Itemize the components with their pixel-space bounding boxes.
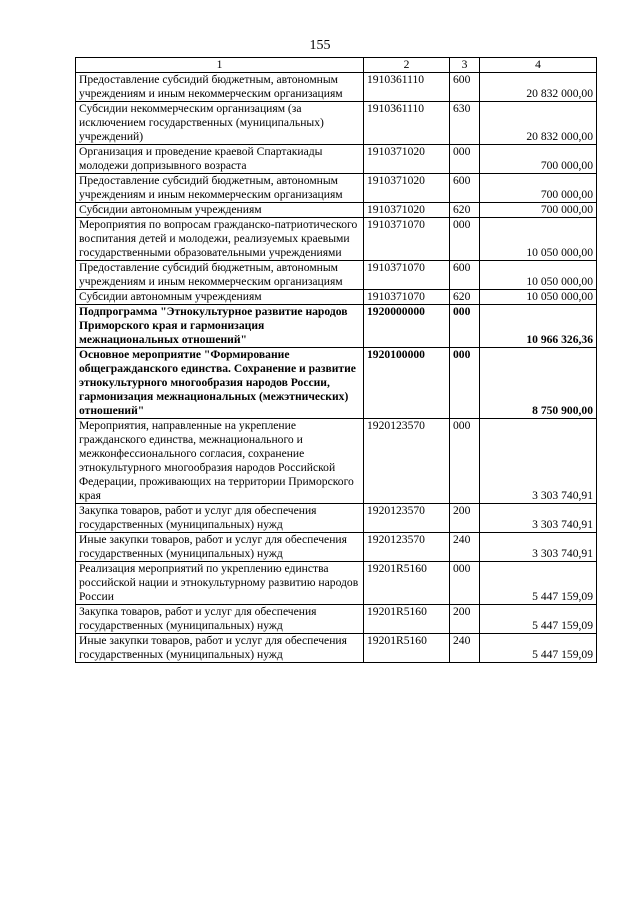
table-row [76, 73, 597, 102]
row-expense-type-cell: 200 [450, 504, 480, 533]
row-name-cell: Предоставление субсидий бюджетным, автономным учреждениям и иным некоммерческим организациям [76, 73, 364, 102]
row-name-cell: Иные закупки товаров, работ и услуг для обеспечения государственных (муниципальных) нужд [76, 533, 364, 562]
row-name-cell: Основное мероприятие "Формирование общегражданского единства. Сохранение и развитие этнокультурного многообразия народов России, гармонизация межнациональных (межэтнических) отношений" [76, 348, 364, 419]
table-row [76, 605, 597, 634]
row-code-cell: 1910361110 [364, 102, 450, 145]
table-body [76, 73, 597, 663]
row-name-cell: Субсидии автономным учреждениям [76, 290, 364, 305]
table-row [76, 634, 597, 663]
table-row [76, 261, 597, 290]
row-name-cell: Предоставление субсидий бюджетным, автономным учреждениям и иным некоммерческим организациям [76, 261, 364, 290]
header-col-4: 4 [480, 58, 597, 73]
row-expense-type-cell: 600 [450, 261, 480, 290]
table-row [76, 102, 597, 145]
table-row [76, 218, 597, 261]
row-amount-cell: 8 750 900,00 [480, 348, 597, 419]
row-code-cell: 1920123570 [364, 533, 450, 562]
row-expense-type-cell: 240 [450, 533, 480, 562]
row-name-cell: Реализация мероприятий по укреплению единства российской нации и этнокультурному развитию народов России [76, 562, 364, 605]
row-amount-cell: 700 000,00 [480, 203, 597, 218]
row-amount-cell: 10 050 000,00 [480, 261, 597, 290]
row-name-cell: Закупка товаров, работ и услуг для обеспечения государственных (муниципальных) нужд [76, 605, 364, 634]
table-row [76, 290, 597, 305]
row-name-cell: Предоставление субсидий бюджетным, автономным учреждениям и иным некоммерческим организациям [76, 174, 364, 203]
row-amount-cell: 20 832 000,00 [480, 102, 597, 145]
row-code-cell: 1910371020 [364, 145, 450, 174]
row-expense-type-cell: 600 [450, 73, 480, 102]
row-code-cell: 1910371020 [364, 203, 450, 218]
row-name-cell: Мероприятия по вопросам гражданско-патриотического воспитания детей и молодежи, реализуемых краевыми государственными образовательными учреждениями [76, 218, 364, 261]
row-expense-type-cell: 620 [450, 290, 480, 305]
table-row [76, 305, 597, 348]
row-expense-type-cell: 240 [450, 634, 480, 663]
table-row [76, 419, 597, 504]
row-amount-cell: 700 000,00 [480, 145, 597, 174]
row-amount-cell: 10 966 326,36 [480, 305, 597, 348]
row-code-cell: 1910371070 [364, 218, 450, 261]
row-code-cell: 1910371070 [364, 261, 450, 290]
row-amount-cell: 3 303 740,91 [480, 533, 597, 562]
table-header [76, 58, 597, 73]
row-code-cell: 19201R5160 [364, 605, 450, 634]
budget-table [75, 57, 597, 663]
table-row [76, 562, 597, 605]
row-expense-type-cell: 000 [450, 419, 480, 504]
row-amount-cell: 10 050 000,00 [480, 218, 597, 261]
row-code-cell: 1920123570 [364, 419, 450, 504]
row-code-cell: 19201R5160 [364, 562, 450, 605]
row-expense-type-cell: 000 [450, 145, 480, 174]
table-row [76, 174, 597, 203]
row-name-cell: Иные закупки товаров, работ и услуг для обеспечения государственных (муниципальных) нужд [76, 634, 364, 663]
header-col-3: 3 [450, 58, 480, 73]
row-name-cell: Мероприятия, направленные на укрепление гражданского единства, межнационального и межконфессионального согласия, сохранение этнокультурного многообразия народов Российской Федерации, проживающих на территории Приморского края [76, 419, 364, 504]
row-code-cell: 1920123570 [364, 504, 450, 533]
table-row [76, 203, 597, 218]
row-code-cell: 1920000000 [364, 305, 450, 348]
header-col-1: 1 [76, 58, 364, 73]
row-name-cell: Субсидии некоммерческим организациям (за исключением государственных (муниципальных) учреждений) [76, 102, 364, 145]
row-expense-type-cell: 200 [450, 605, 480, 634]
row-expense-type-cell: 000 [450, 348, 480, 419]
row-code-cell: 1920100000 [364, 348, 450, 419]
table-row [76, 504, 597, 533]
row-amount-cell: 5 447 159,09 [480, 605, 597, 634]
row-code-cell: 19201R5160 [364, 634, 450, 663]
row-amount-cell: 20 832 000,00 [480, 73, 597, 102]
row-code-cell: 1910371020 [364, 174, 450, 203]
row-expense-type-cell: 000 [450, 305, 480, 348]
row-expense-type-cell: 630 [450, 102, 480, 145]
row-amount-cell: 5 447 159,09 [480, 562, 597, 605]
row-name-cell: Закупка товаров, работ и услуг для обеспечения государственных (муниципальных) нужд [76, 504, 364, 533]
row-expense-type-cell: 000 [450, 562, 480, 605]
row-amount-cell: 3 303 740,91 [480, 419, 597, 504]
row-expense-type-cell: 600 [450, 174, 480, 203]
row-code-cell: 1910361110 [364, 73, 450, 102]
row-amount-cell: 10 050 000,00 [480, 290, 597, 305]
page-number: 155 [309, 38, 331, 53]
row-amount-cell: 700 000,00 [480, 174, 597, 203]
row-amount-cell: 5 447 159,09 [480, 634, 597, 663]
row-name-cell: Организация и проведение краевой Спартакиады молодежи допризывного возраста [76, 145, 364, 174]
row-amount-cell: 3 303 740,91 [480, 504, 597, 533]
row-name-cell: Подпрограмма "Этнокультурное развитие народов Приморского края и гармонизация межнациональных отношений" [76, 305, 364, 348]
row-expense-type-cell: 000 [450, 218, 480, 261]
table-row [76, 533, 597, 562]
table-row [76, 145, 597, 174]
row-code-cell: 1910371070 [364, 290, 450, 305]
row-expense-type-cell: 620 [450, 203, 480, 218]
table-row [76, 348, 597, 419]
header-col-2: 2 [364, 58, 450, 73]
row-name-cell: Субсидии автономным учреждениям [76, 203, 364, 218]
